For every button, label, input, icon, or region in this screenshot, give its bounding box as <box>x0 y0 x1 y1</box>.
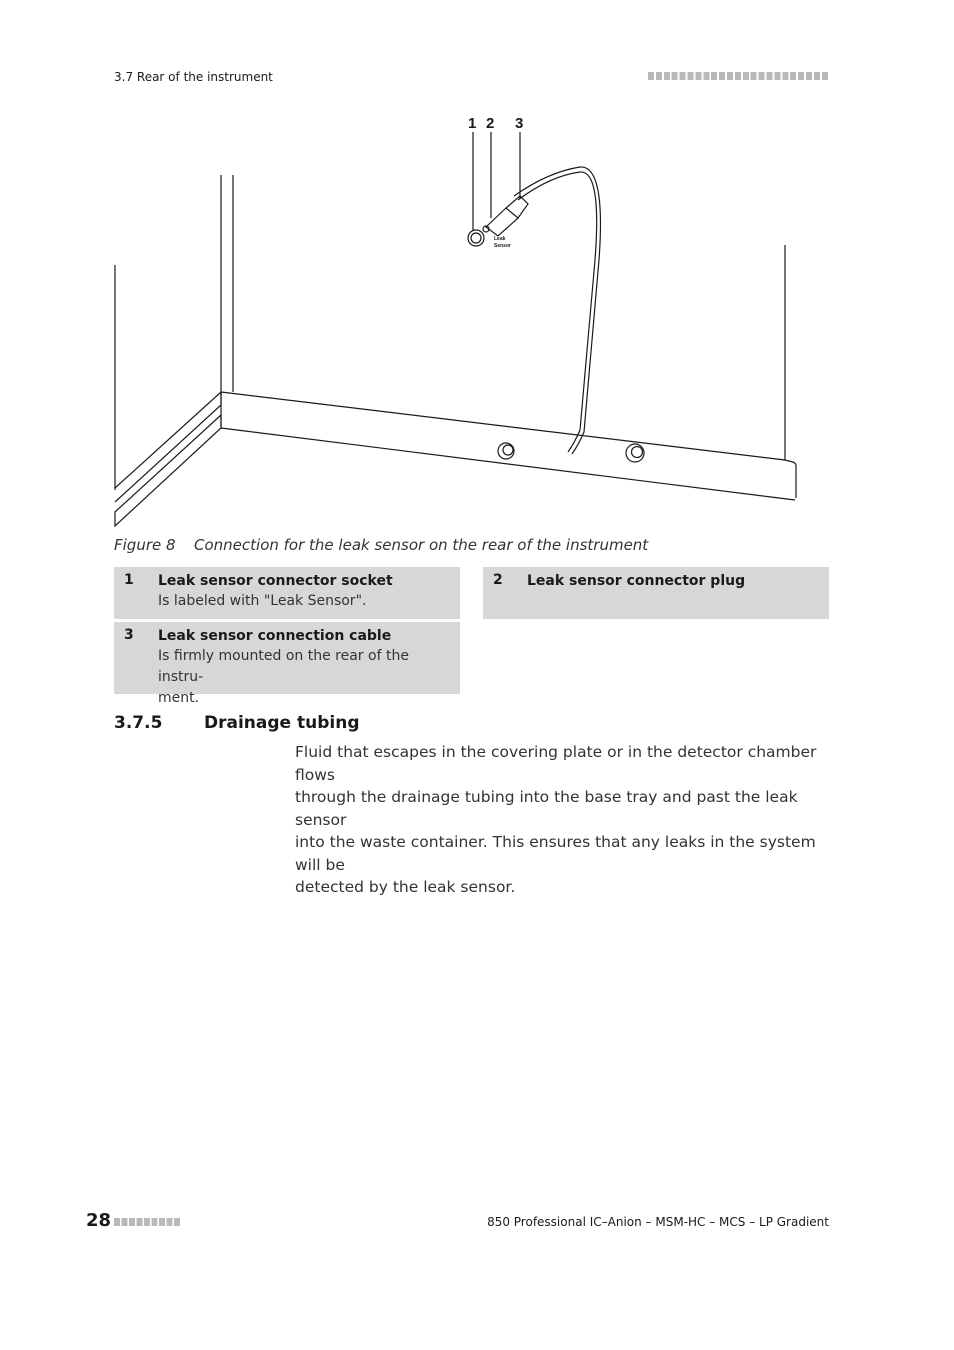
legend-item-title: Leak sensor connection cable <box>158 628 392 644</box>
section-number: 3.7.5 <box>114 713 163 733</box>
figure-caption <box>114 536 648 554</box>
callout-1-label: 1 <box>468 115 477 132</box>
sensor-label-line2: Sensor <box>494 243 511 249</box>
base-hole-right-inner <box>632 447 643 458</box>
legend-item-description: Is labeled with "Leak Sensor". <box>158 593 367 609</box>
side-skirt-bottom <box>115 415 221 526</box>
figure-caption-number: Figure 8 <box>114 536 176 554</box>
sensor-label-line1: Leak <box>494 236 506 242</box>
footer-document-title: 850 Professional IC–Anion – MSM-HC – MCS – LP Gradient <box>487 1215 829 1229</box>
section-title: Drainage tubing <box>204 713 360 733</box>
base-bottom-edge <box>221 428 795 500</box>
cable-inner <box>514 167 600 454</box>
side-skirt-top <box>115 392 221 502</box>
figure-caption-text: Connection for the leak sensor on the rear of the instrument <box>194 536 649 554</box>
body-line: into the waste container. This ensures that any leaks in the system will be <box>295 833 816 874</box>
legend-item-title: Leak sensor connector socket <box>158 573 393 589</box>
legend-item-description-line1: Is firmly mounted on the rear of the instru- <box>158 648 409 685</box>
legend-item-2 <box>483 567 829 619</box>
connector-socket-inner <box>471 233 481 243</box>
cable-outer <box>518 172 597 452</box>
legend-item-description-line2: ment. <box>158 690 200 706</box>
header-dots-decoration <box>648 72 829 80</box>
legend-item-3 <box>114 622 460 706</box>
callout-3-label: 3 <box>515 115 524 132</box>
connector-socket-outer <box>468 230 484 246</box>
body-line: through the drainage tubing into the base tray and past the leak sensor <box>295 788 798 829</box>
body-line: detected by the leak sensor. <box>295 878 516 896</box>
body-line: Fluid that escapes in the covering plate or in the detector chamber flows <box>295 743 817 784</box>
footer-dots-decoration <box>114 1218 181 1226</box>
legend-item-title: Leak sensor connector plug <box>527 573 746 589</box>
legend-item-number: 1 <box>124 572 134 588</box>
callout-2-label: 2 <box>486 115 495 132</box>
figure-leak-sensor-drawing <box>110 110 810 535</box>
connector-plug-collar <box>506 196 528 218</box>
page-number: 28 <box>86 1210 112 1231</box>
base-hole-left-inner <box>503 445 513 455</box>
legend-item-number: 2 <box>493 572 503 588</box>
section-body-paragraph <box>295 741 829 899</box>
legend-item-1 <box>114 567 460 619</box>
base-right-corner <box>785 460 796 498</box>
legend-item-number: 3 <box>124 627 134 643</box>
running-header-section: 3.7 Rear of the instrument <box>114 70 273 84</box>
